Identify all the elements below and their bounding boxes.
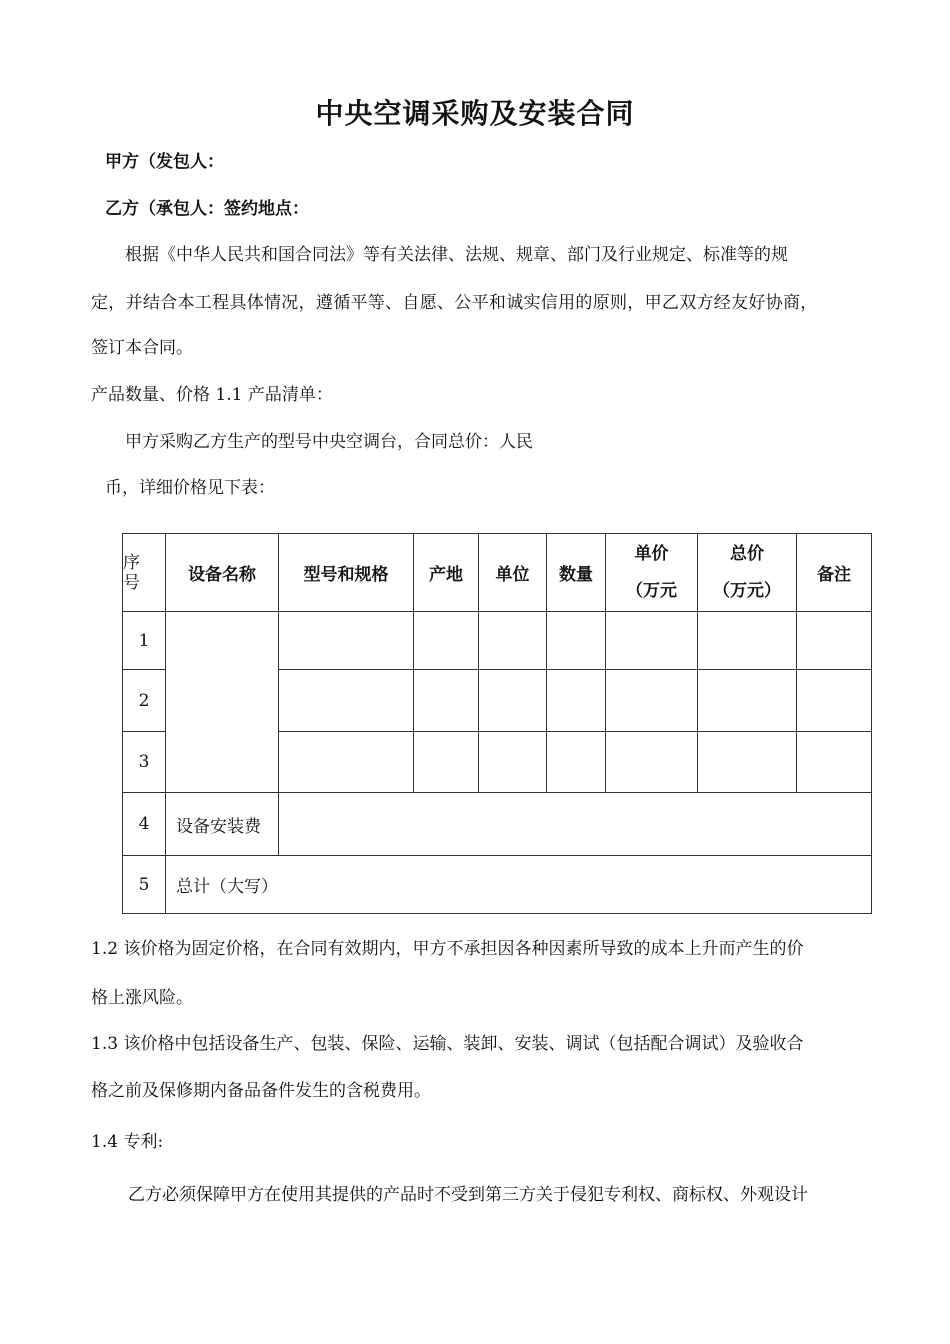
origin-cell <box>414 670 479 732</box>
install-seq: 4 <box>123 793 166 856</box>
purchase-line-1: 甲方采购乙方生产的型号中央空调台，合同总价：人民 <box>125 432 533 452</box>
equipment-name-cell <box>166 612 279 793</box>
product-price-table <box>122 533 872 914</box>
qty-cell <box>547 670 606 732</box>
remark-cell <box>797 670 872 732</box>
header-model: 型号和规格 <box>279 534 414 612</box>
remark-cell <box>797 732 872 793</box>
header-origin: 产地 <box>414 534 479 612</box>
install-fee-row <box>123 793 872 856</box>
unit-cell <box>479 612 547 670</box>
total-label: 总计（大写） <box>166 856 872 914</box>
clause-1-2-line-1: 1.2 该价格为固定价格，在合同有效期内，甲方不承担因各种因素所导致的成本上升而产生的价 <box>91 939 804 959</box>
clause-1-2-line-2: 格上涨风险。 <box>91 988 193 1008</box>
intro-line-3: 签订本合同。 <box>91 338 193 358</box>
header-unit-price-2: （万元 <box>626 580 677 601</box>
model-cell <box>279 732 414 793</box>
row-seq: 1 <box>123 612 166 670</box>
intro-line-2: 定，并结合本工程具体情况，遵循平等、自愿、公平和诚实信用的原则，甲乙双方经友好协商， <box>91 293 818 313</box>
total-row <box>123 856 872 914</box>
unit-cell <box>479 732 547 793</box>
total-price-cell <box>698 670 797 732</box>
row-seq: 3 <box>123 732 166 793</box>
total-price-cell <box>698 612 797 670</box>
table-header-row <box>123 534 872 612</box>
header-unit: 单位 <box>479 534 547 612</box>
unit-price-cell <box>606 612 698 670</box>
unit-price-cell <box>606 732 698 793</box>
header-unit-price-1: 单价 <box>634 543 669 564</box>
intro-line-1: 根据《中华人民共和国合同法》等有关法律、法规、规章、部门及行业规定、标准等的规 <box>125 245 788 265</box>
qty-cell <box>547 612 606 670</box>
total-price-cell <box>698 732 797 793</box>
patent-text: 乙方必须保障甲方在使用其提供的产品时不受到第三方关于侵犯专利权、商标权、外观设计 <box>128 1185 808 1205</box>
header-name: 设备名称 <box>166 534 279 612</box>
header-seq <box>123 534 166 612</box>
section-product-list: 产品数量、价格 1.1 产品清单： <box>91 385 333 405</box>
clause-1-3-line-2: 格之前及保修期内备品备件发生的含税费用。 <box>91 1081 431 1101</box>
header-seq-2: 号 <box>123 572 140 593</box>
unit-cell <box>479 670 547 732</box>
remark-cell <box>797 612 872 670</box>
model-cell <box>279 612 414 670</box>
header-qty: 数量 <box>547 534 606 612</box>
total-seq: 5 <box>123 856 166 914</box>
table-row <box>123 612 872 670</box>
header-total-price-2: （万元） <box>713 580 781 601</box>
header-remark: 备注 <box>797 534 872 612</box>
purchase-line-2: 币，详细价格见下表： <box>105 478 275 498</box>
party-b-line: 乙方（承包人：签约地点： <box>105 199 309 219</box>
install-fee-value <box>279 793 872 856</box>
header-total-price <box>698 534 797 612</box>
install-fee-label: 设备安装费 <box>166 793 279 856</box>
header-seq-1: 序 <box>123 552 140 573</box>
row-seq: 2 <box>123 670 166 732</box>
party-a-line: 甲方（发包人： <box>105 152 224 172</box>
clause-1-3-line-1: 1.3 该价格中包括设备生产、包装、保险、运输、装卸、安装、调试（包括配合调试）及验收合 <box>91 1034 804 1054</box>
clause-1-4-heading: 1.4 专利: <box>91 1132 164 1152</box>
origin-cell <box>414 612 479 670</box>
model-cell <box>279 670 414 732</box>
qty-cell <box>547 732 606 793</box>
header-total-price-1: 总价 <box>730 543 764 564</box>
document-title: 中央空调采购及安装合同 <box>315 97 635 130</box>
origin-cell <box>414 732 479 793</box>
unit-price-cell <box>606 670 698 732</box>
header-unit-price <box>606 534 698 612</box>
